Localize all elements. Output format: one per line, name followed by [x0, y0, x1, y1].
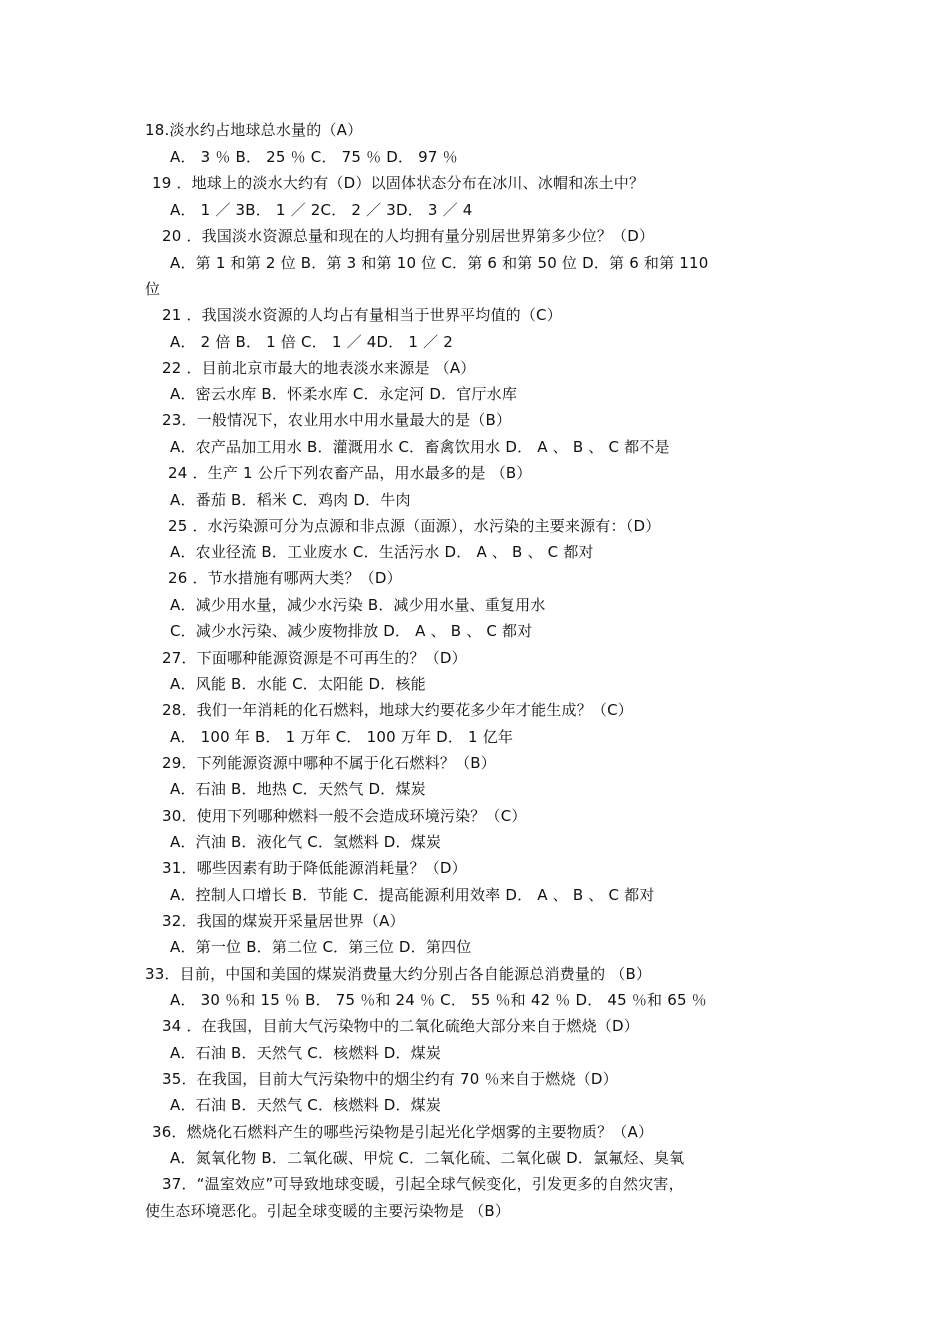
options-36: A．氮氧化物 B．二氧化碳、甲烷 C．二氧化硫、二氧化碳 D．氯氟烃、臭氧 [170, 1149, 685, 1167]
question-25: 25 ．水污染源可分为点源和非点源（面源），水污染的主要来源有：（D） [168, 517, 661, 535]
options-22: A．密云水库 B．怀柔水库 C．永定河 D．官厅水库 [170, 385, 518, 403]
options-27: A．风能 B．水能 C．太阳能 D．核能 [170, 675, 426, 693]
options-25: A．农业径流 B．工业废水 C．生活污水 D． A 、 B 、 C 都对 [170, 543, 594, 561]
question-23: 23．一般情况下，农业用水中用水量最大的是（B） [162, 411, 512, 429]
options-33: A． 30 ％和 15 ％ B． 75 ％和 24 ％ C． 55 ％和 42 ％ D． 45 ％和 65 ％ [170, 991, 707, 1009]
question-32: 32．我国的煤炭开采量居世界（A） [162, 912, 405, 930]
options-20: A．第 1 和第 2 位 B．第 3 和第 10 位 C．第 6 和第 50 位 D．第 6 和第 110 [170, 254, 709, 272]
question-20: 20 ．我国淡水资源总量和现在的人均拥有量分别居世界第多少位？（D） [162, 227, 655, 245]
options-32: A．第一位 B．第二位 C．第三位 D．第四位 [170, 938, 472, 956]
options-24: A．番茄 B．稻米 C．鸡肉 D．牛肉 [170, 491, 411, 509]
options-23: A．农产品加工用水 B．灌溉用水 C．畜禽饮用水 D． A 、 B 、 C 都不是 [170, 438, 670, 456]
options-34: A．石油 B．天然气 C．核燃料 D．煤炭 [170, 1044, 442, 1062]
question-31: 31．哪些因素有助于降低能源消耗量？（D） [162, 859, 467, 877]
question-26: 26 ．节水措施有哪两大类？（D） [168, 569, 402, 587]
question-28: 28．我们一年消耗的化石燃料，地球大约要花多少年才能生成？（C） [162, 701, 633, 719]
options-21: A． 2 倍 B． 1 倍 C． 1 ／ 4D． 1 ／ 2 [170, 333, 454, 351]
question-37: 37．“温室效应”可导致地球变暖，引起全球气候变化，引发更多的自然灾害， [162, 1175, 684, 1193]
question-35: 35．在我国，目前大气污染物中的烟尘约有 70 ％来自于燃烧（D） [162, 1070, 618, 1088]
options-19: A． 1 ／ 3B． 1 ／ 2C． 2 ／ 3D． 3 ／ 4 [170, 201, 473, 219]
options-35: A．石油 B．天然气 C．核燃料 D．煤炭 [170, 1096, 442, 1114]
question-37-continued: 使生态环境恶化。引起全球变暖的主要污染物是 （B） [145, 1202, 511, 1220]
question-36: 36．燃烧化石燃料产生的哪些污染物是引起光化学烟雾的主要物质？（A） [152, 1123, 654, 1141]
question-24: 24 ．生产 1 公斤下列农畜产品，用水最多的是 （B） [168, 464, 532, 482]
question-29: 29．下列能源资源中哪种不属于化石燃料？（B） [162, 754, 496, 772]
question-34: 34 ．在我国，目前大气污染物中的二氧化硫绝大部分来自于燃烧（D） [162, 1017, 640, 1035]
options-29: A．石油 B．地热 C．天然气 D．煤炭 [170, 780, 426, 798]
options-30: A．汽油 B．液化气 C．氢燃料 D．煤炭 [170, 833, 442, 851]
options-31: A．控制人口增长 B．节能 C．提高能源利用效率 D． A 、 B 、 C 都对 [170, 886, 655, 904]
question-33: 33．目前，中国和美国的煤炭消费量大约分别占各自能源总消费量的 （B） [145, 965, 652, 983]
question-22: 22 ．目前北京市最大的地表淡水来源是 （A） [162, 359, 476, 377]
options-18: A． 3 ％ B． 25 ％ C． 75 ％ D． 97 ％ [170, 148, 458, 166]
question-19: 19 ．地球上的淡水大约有（D）以固体状态分布在冰川、冰帽和冻土中？ [152, 174, 645, 192]
question-30: 30．使用下列哪种燃料一般不会造成环境污染？（C） [162, 807, 527, 825]
options-26-b: C．减少水污染、减少废物排放 D． A 、 B 、 C 都对 [170, 622, 533, 640]
options-26-a: A．减少用水量，减少水污染 B．减少用水量、重复用水 [170, 596, 546, 614]
question-18: 18.淡水约占地球总水量的（A） [145, 121, 363, 139]
question-27: 27．下面哪种能源资源是不可再生的？（D） [162, 649, 467, 667]
options-28: A． 100 年 B． 1 万年 C． 100 万年 D． 1 亿年 [170, 728, 514, 746]
options-20-continued: 位 [145, 280, 161, 298]
question-21: 21 ．我国淡水资源的人均占有量相当于世界平均值的（C） [162, 306, 562, 324]
